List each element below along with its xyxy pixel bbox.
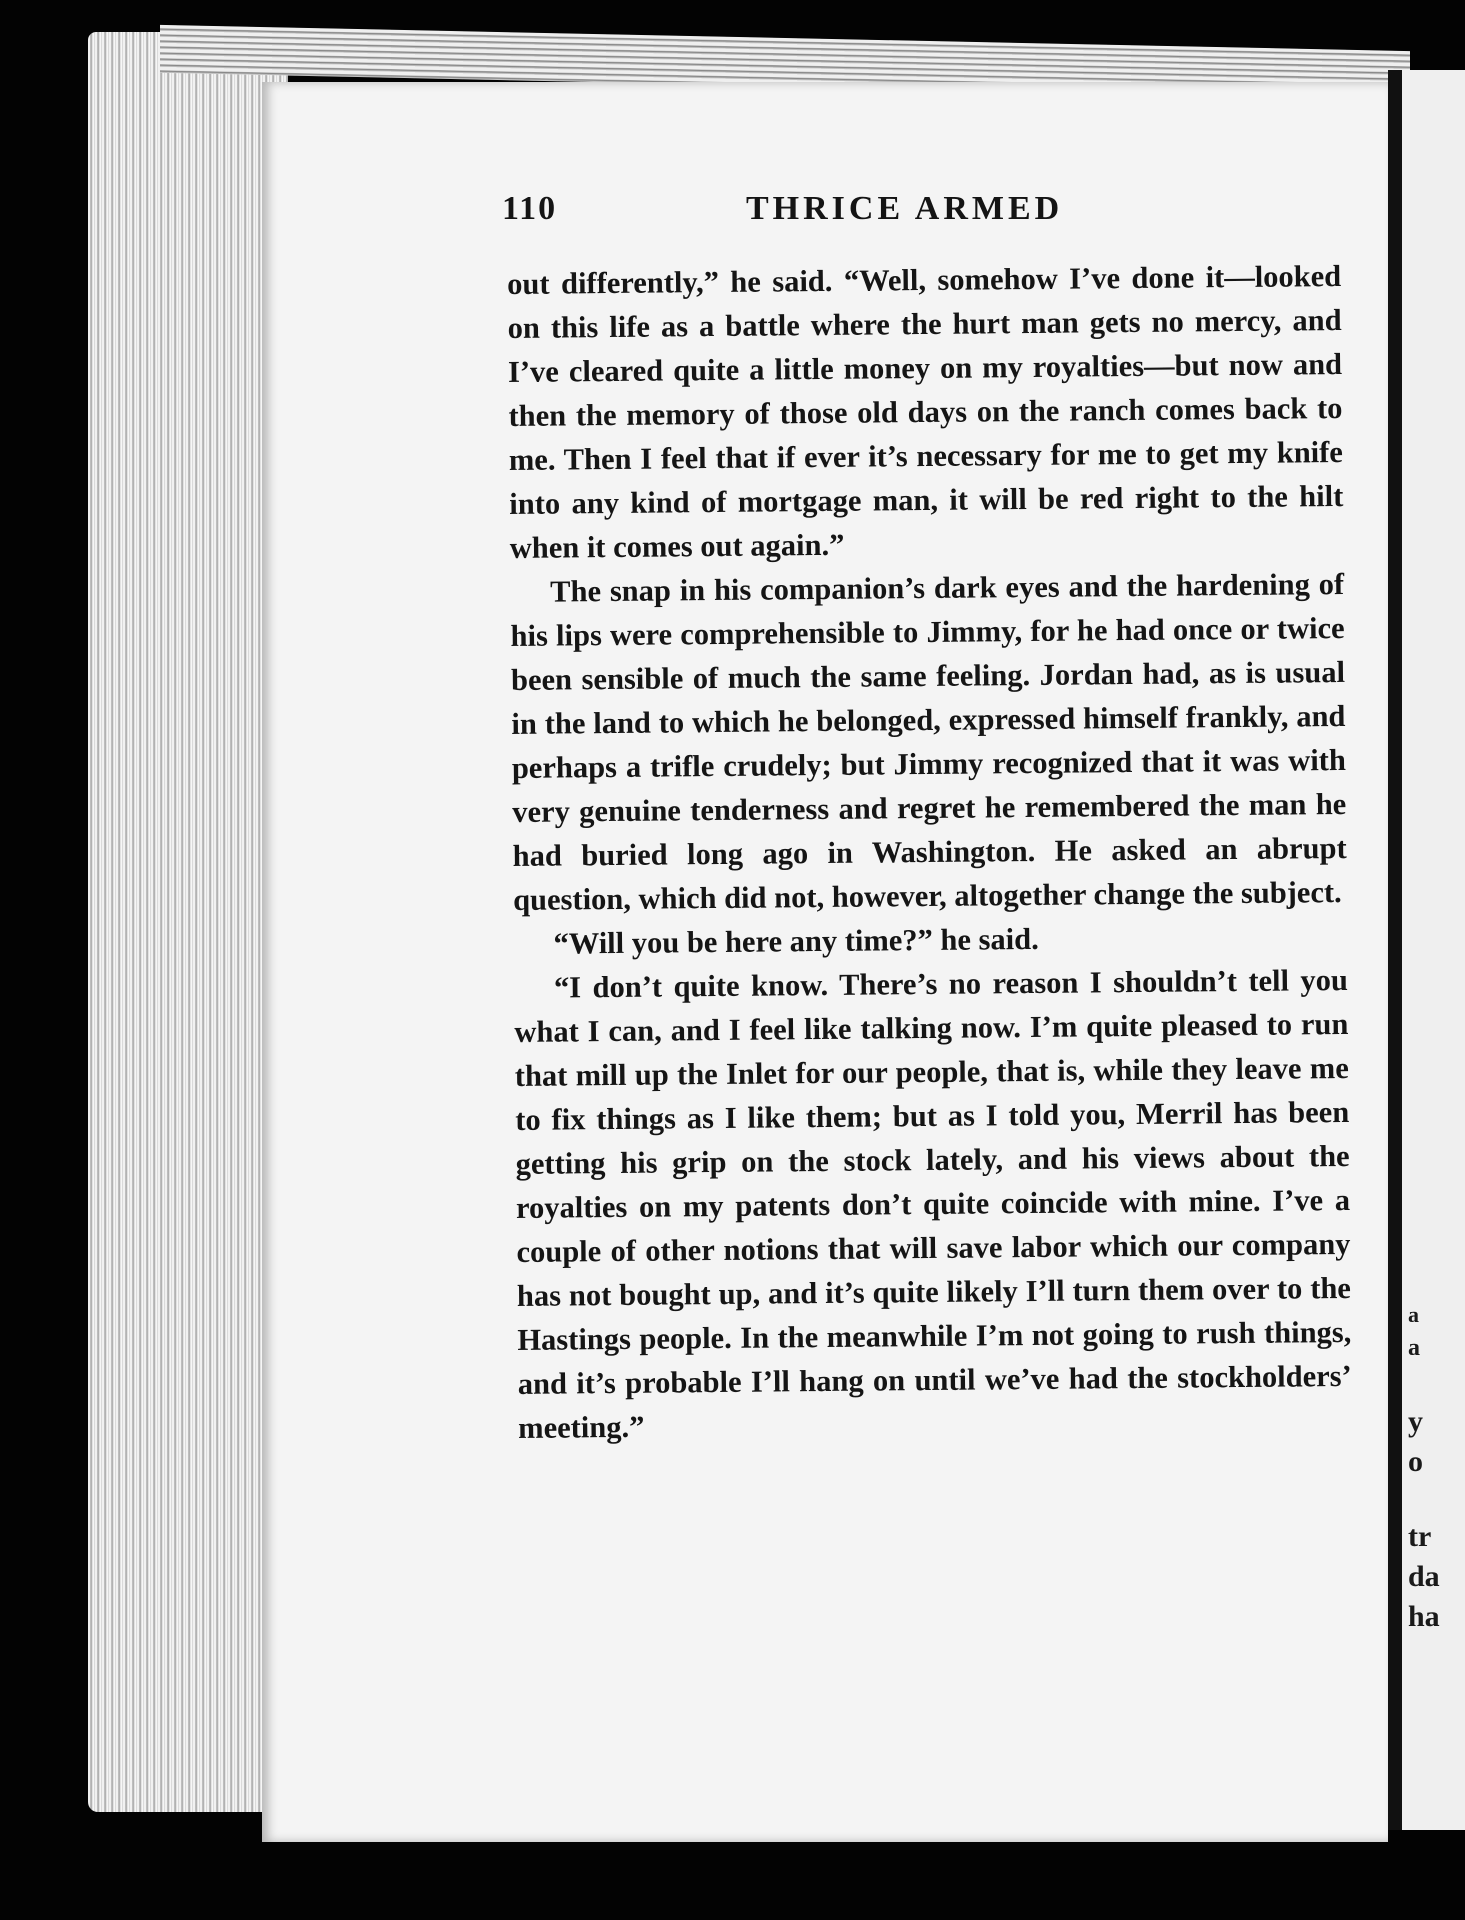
body-text [507, 254, 1352, 1450]
paragraph: “I don’t quite know. There’s no reason I shouldn’t tell you what I can, and I feel like talking now. I’m quite pleased to run that mill up the Inlet for our people, that is, while they leave me to fix things as I like them; but as I told you, Merril has been getting his grip on the stock lately, and his views about the royalties on my patents don’t quite coincide with mine. I’ve a couple of other notions that will save labor which our company has not bought up, and it’s quite likely I’ll turn them over to the Hastings people. In the meanwhile I’m not going to rush things, and it’s probable I’ll hang on until we’ve had the stockholders’ meeting.” [514, 962, 1352, 1445]
facing-page-edge [1388, 70, 1465, 1830]
paragraph: out differently,” he said. “Well, somehow I’ve done it—looked on this life as a battle where the hurt man gets no mercy, and I’ve cleared quite a little money on my royalties—but now and then the memory of those old days on the ranch comes back to me. Then I feel that if ever it’s necessary for me to get my knife into any kind of mortgage man, it will be red right to the hilt when it comes out again.” [507, 258, 1344, 565]
facing-page-fragment: a [1408, 1302, 1419, 1327]
facing-page-fragment: a [1408, 1335, 1420, 1361]
facing-page-fragment: y [1408, 1405, 1423, 1438]
paragraph: The snap in his companion’s dark eyes and the hardening of his lips were comprehensible to Jimmy, for he had once or twice been sensible of much the same feeling. Jordan had, as is usual in the land to which he belonged, expressed himself frankly, and perhaps a trifle crudely; but Jimmy recognized that it was with very genuine tenderness and regret he remembered the man he had buried long ago in Washington. He asked an abrupt question, which did not, however, altogether change the subject. [510, 566, 1347, 917]
paragraph: “Will you be here any time?” he said. [553, 921, 1039, 961]
facing-page-fragment: da [1408, 1560, 1440, 1593]
page-number: 110 [502, 190, 558, 227]
facing-page-fragment: tr [1408, 1520, 1432, 1553]
facing-page-fragment: ha [1408, 1600, 1440, 1633]
book-title: THRICE ARMED [746, 190, 1064, 227]
page-edges-left [88, 32, 288, 1812]
running-head [502, 190, 1102, 240]
facing-page-fragment: o [1408, 1445, 1423, 1478]
